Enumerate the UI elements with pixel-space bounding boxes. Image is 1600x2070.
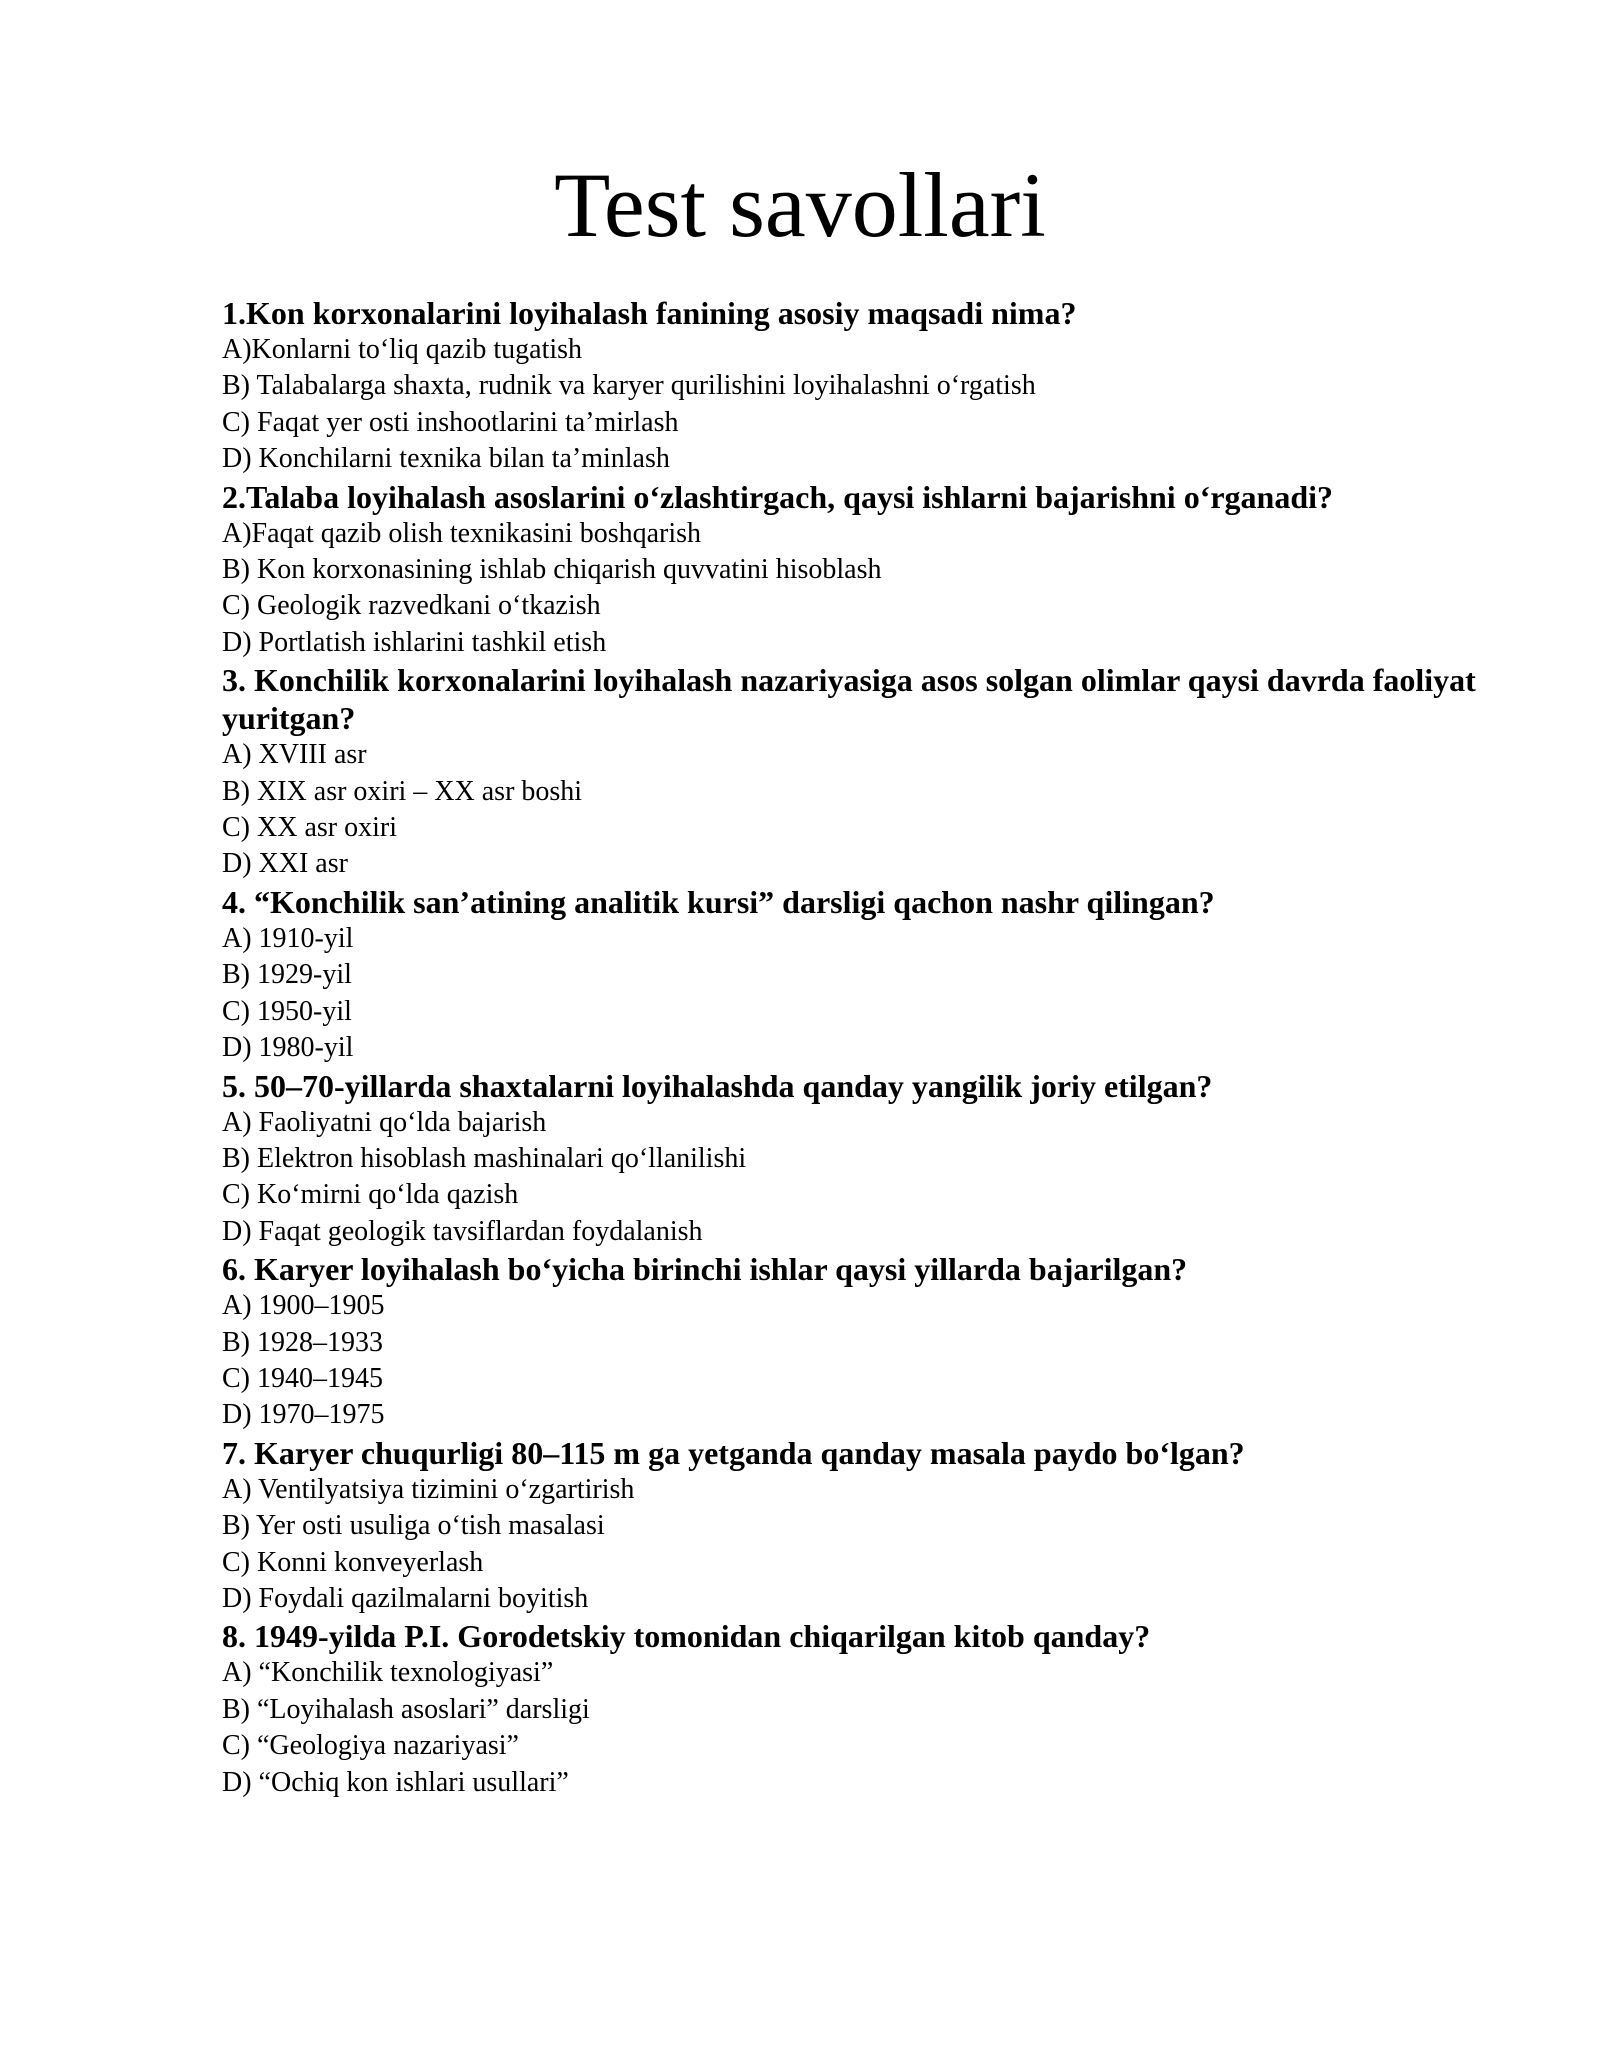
question-7 (222, 1434, 1522, 1618)
option-c: C) Geologik razvedkani o‘tkazish (222, 590, 601, 622)
option-b: B) XIX asr oxiri – XX asr boshi (222, 775, 583, 807)
option-b: B) Kon korxonasining ishlab chiqarish quvvatini hisoblash (222, 554, 882, 586)
question-text: 5. 50–70-yillarda shaxtalarni loyihalashda qanday yangilik joriy etilgan? (222, 1067, 1213, 1104)
question-text: 1.Kon korxonalarini loyihalash fanining asosiy maqsadi nima? (222, 295, 1077, 331)
option-a: A)Konlarni to‘liq qazib tugatish (222, 334, 583, 365)
answer-options (222, 1655, 1522, 1801)
question-text: 2.Talaba loyihalash asoslarini o‘zlashtirgach, qaysi ishlarni bajarishni o‘rganadi? (222, 478, 1334, 515)
option-c: C) Konni konveyerlash (222, 1546, 484, 1578)
question-text: 8. 1949-yilda P.I. Gorodetskiy tomonidan chiqarilgan kitob qanday? (222, 1618, 1151, 1655)
answer-options (222, 737, 1522, 883)
question-8 (222, 1617, 1522, 1801)
option-c: C) “Geologiya nazariyasi” (222, 1730, 519, 1762)
answer-options (222, 332, 1522, 478)
option-d: D) Portlatish ishlarini tashkil etish (222, 626, 607, 658)
question-1 (222, 294, 1522, 478)
option-a: A) Ventilyatsiya tizimini o‘zgartirish (222, 1473, 635, 1505)
option-a: A) 1900–1905 (222, 1290, 385, 1322)
option-d: D) 1970–1975 (222, 1399, 385, 1431)
option-d: D) XXI asr (222, 848, 348, 880)
option-b: B) Yer osti usuliga o‘tish masalasi (222, 1510, 605, 1542)
option-b: B) 1929-yil (222, 959, 352, 991)
option-a: A) Faoliyatni qo‘lda bajarish (222, 1106, 547, 1138)
question-text: 3. Konchilik korxonalarini loyihalash nazariyasiga asos solgan olimlar qaysi davrda faoliyat yuritgan? (222, 662, 1476, 737)
answer-options (222, 1105, 1522, 1251)
option-a: A) 1910-yil (222, 922, 354, 954)
question-text: 4. “Konchilik san’atining analitik kursi” darsligi qachon nashr qilingan? (222, 883, 1215, 920)
option-c: C) XX asr oxiri (222, 812, 397, 844)
answer-options (222, 921, 1522, 1067)
option-a: A)Faqat qazib olish texnikasini boshqarish (222, 517, 702, 549)
option-a: A) XVIII asr (222, 739, 367, 771)
option-b: B) 1928–1933 (222, 1326, 383, 1358)
option-c: C) 1950-yil (222, 995, 352, 1027)
answer-options (222, 516, 1522, 662)
option-c: C) Faqat yer osti inshootlarini ta’mirlash (222, 406, 679, 438)
question-text: 6. Karyer loyihalash bo‘yicha birinchi ishlar qaysi yillarda bajarilgan? (222, 1251, 1188, 1288)
option-d: D) Foydali qazilmalarni boyitish (222, 1582, 589, 1614)
option-b: B) Elektron hisoblash mashinalari qo‘llanilishi (222, 1142, 747, 1174)
option-d: D) Konchilarni texnika bilan ta’minlash (222, 443, 670, 475)
question-2 (222, 478, 1522, 662)
question-3 (222, 661, 1522, 883)
option-b: B) “Loyihalash asoslari” darsligi (222, 1693, 590, 1725)
option-b: B) Talabalarga shaxta, rudnik va karyer qurilishini loyihalashni o‘rgatish (222, 370, 1036, 402)
question-4 (222, 883, 1522, 1067)
option-c: C) Ko‘mirni qo‘lda qazish (222, 1179, 519, 1211)
question-text: 7. Karyer chuqurligi 80–115 m ga yetganda qanday masala paydo bo‘lgan? (222, 1434, 1245, 1471)
option-a: A) “Konchilik texnologiyasi” (222, 1657, 554, 1689)
question-6 (222, 1250, 1522, 1434)
option-c: C) 1940–1945 (222, 1362, 383, 1394)
answer-options (222, 1288, 1522, 1434)
question-list (222, 294, 1522, 1801)
option-d: D) Faqat geologik tavsiflardan foydalanish (222, 1215, 703, 1247)
option-d: D) “Ochiq kon ishlari usullari” (222, 1766, 569, 1798)
option-d: D) 1980-yil (222, 1032, 354, 1064)
answer-options (222, 1472, 1522, 1618)
page-title: Test savollari (554, 154, 1046, 256)
question-5 (222, 1067, 1522, 1251)
